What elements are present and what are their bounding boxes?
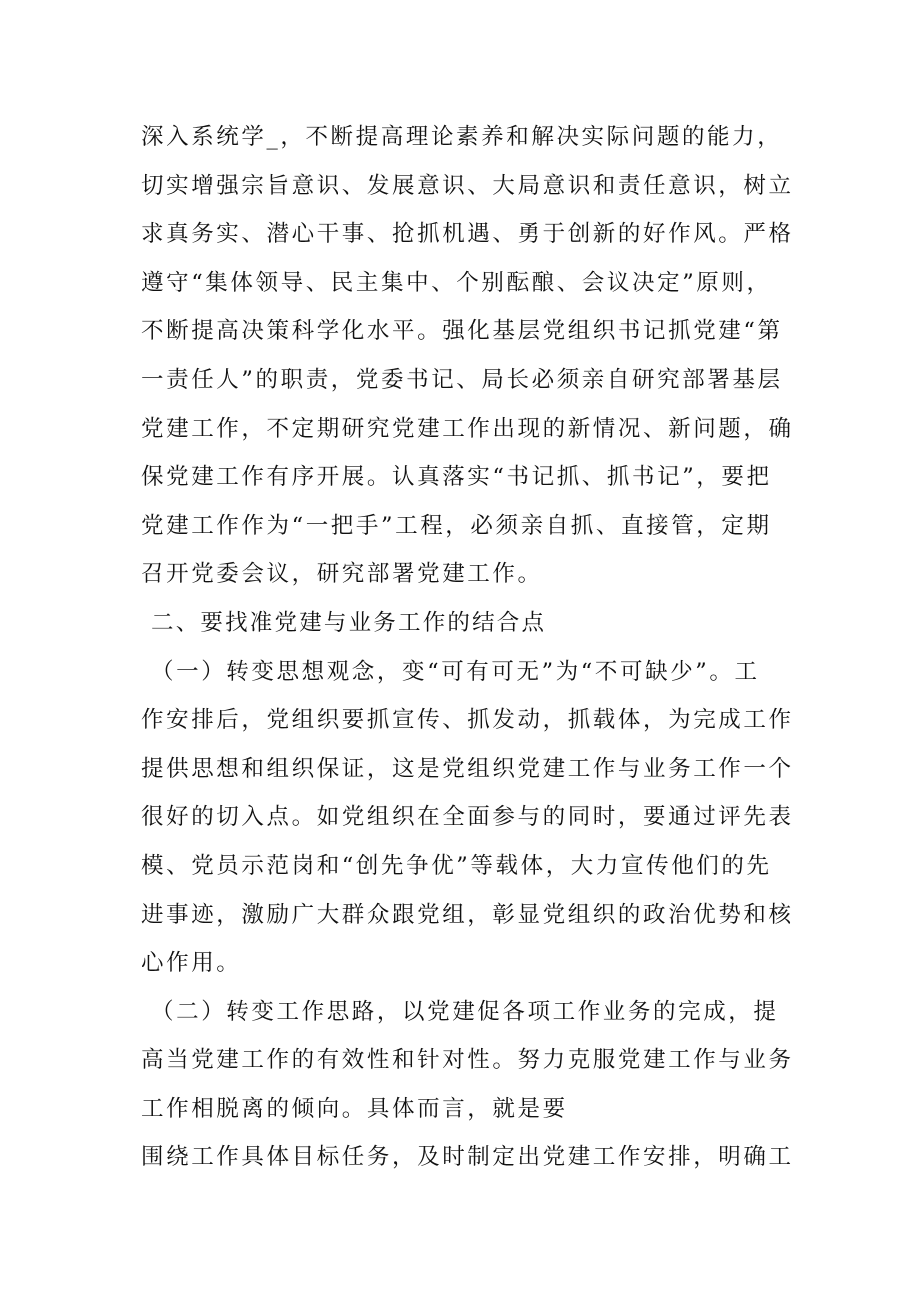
text-line: 召开党委会议，研究部署党建工作。 bbox=[141, 561, 543, 588]
text-line: 深入系统学_，不断提高理论素养和解决实际问题的能力， bbox=[141, 124, 783, 150]
text-line: 心作用。 bbox=[141, 950, 242, 977]
document-body bbox=[141, 113, 801, 1182]
section-heading: 二、要找准党建与业务工作的结合点 bbox=[151, 609, 547, 636]
text-line: 很好的切入点。如党组织在全面参与的同时，要通过评先表 bbox=[141, 804, 794, 831]
text-line: 工作相脱离的倾向。具体而言，就是要 bbox=[141, 1095, 568, 1122]
text-line: 求真务实、潜心干事、抢抓机遇、勇于创新的好作风。严格 bbox=[141, 221, 794, 248]
text-line: 提供思想和组织保证，这是党组织党建工作与业务工作一个 bbox=[141, 755, 794, 782]
text-line: 遵守“集体领导、民主集中、个别酝酿、会议决定”原则， bbox=[141, 269, 772, 296]
text-line: （二）转变工作思路，以党建促各项工作业务的完成，提 bbox=[151, 998, 779, 1025]
text-line: 切实增强宗旨意识、发展意识、大局意识和责任意识，树立 bbox=[141, 172, 794, 199]
text-line: 党建工作作为“一把手”工程，必须亲自抓、直接管，定期 bbox=[141, 512, 772, 539]
text-line: 模、党员示范岗和“创先争优”等载体，大力宣传他们的先 bbox=[141, 852, 772, 879]
text-line: 作安排后，党组织要抓宣传、抓发动，抓载体，为完成工作 bbox=[141, 707, 794, 734]
text-line: （一）转变思想观念，变“可有可无”为“不可缺少”。工 bbox=[151, 658, 760, 685]
text-line: 一责任人”的职责，党委书记、局长必须亲自研究部署基层 bbox=[141, 366, 783, 393]
text-line: 党建工作，不定期研究党建工作出现的新情况、新问题，确 bbox=[141, 415, 794, 442]
text-line: 高当党建工作的有效性和针对性。努力克服党建工作与业务 bbox=[141, 1047, 794, 1074]
text-line: 围绕工作具体目标任务，及时制定出党建工作安排，明确工 bbox=[141, 1144, 794, 1171]
text-line: 不断提高决策科学化水平。强化基层党组织书记抓党建“第 bbox=[141, 318, 783, 345]
text-line: 保党建工作有序开展。认真落实“书记抓、抓书记”，要把 bbox=[141, 464, 772, 491]
text-line: 进事迹，激励广大群众跟党组，彰显党组织的政治优势和核 bbox=[141, 901, 794, 928]
